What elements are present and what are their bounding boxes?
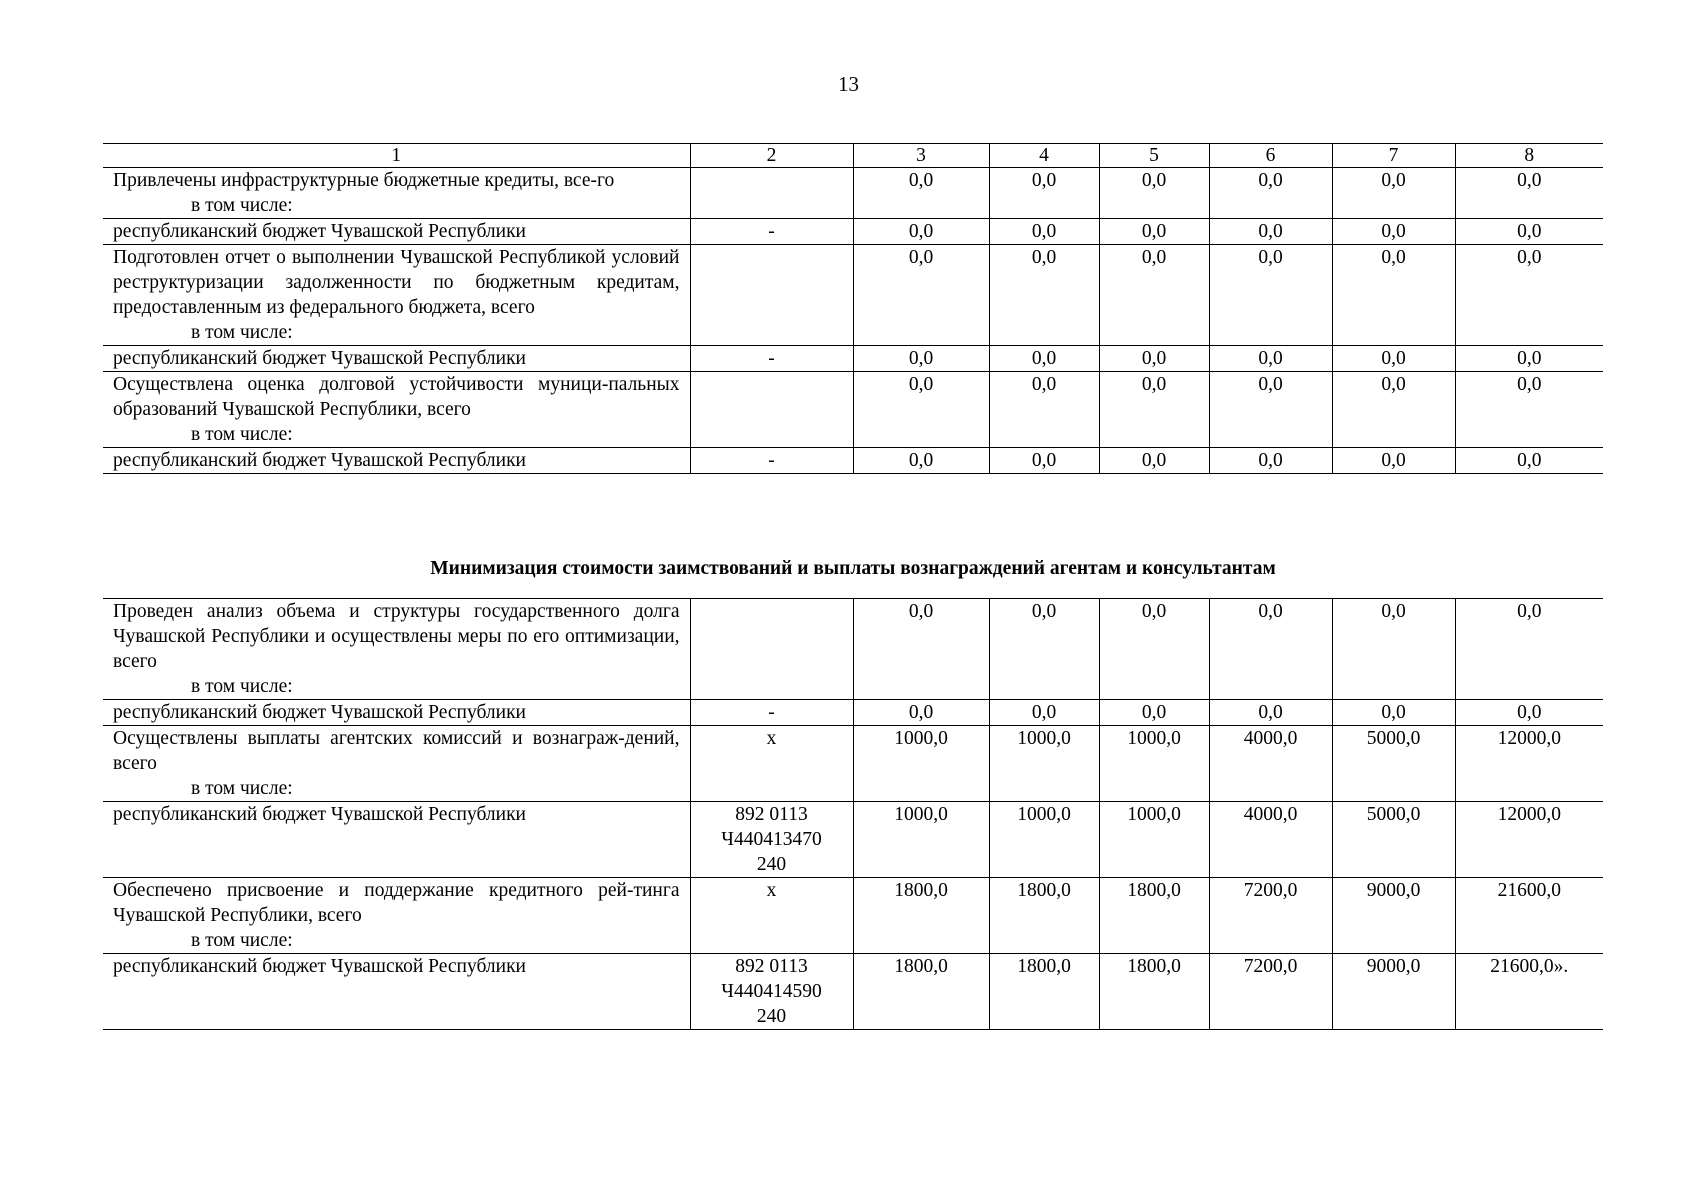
table-row — [103, 726, 1603, 802]
table-row — [103, 346, 1603, 372]
budget-table-part-1 — [103, 143, 1603, 474]
value-cell: 0,0 — [989, 448, 1099, 474]
indicator-cell — [103, 599, 690, 700]
value-cell: 0,0 — [1099, 168, 1209, 219]
source-name-cell: республиканский бюджет Чувашской Республики — [103, 954, 690, 1030]
indicator-cell — [103, 245, 690, 346]
table-row — [103, 372, 1603, 448]
value-cell: 1000,0 — [989, 726, 1099, 802]
value-cell: 1800,0 — [1099, 878, 1209, 954]
budget-code-cell — [690, 599, 853, 700]
indicator-name: Осуществлены выплаты агентских комиссий и вознаграж-дений, всего — [113, 728, 680, 774]
value-cell: 5000,0 — [1332, 802, 1455, 878]
value-cell: 1800,0 — [853, 878, 989, 954]
value-cell: 0,0 — [1332, 219, 1455, 245]
value-cell: 12000,0 — [1455, 802, 1603, 878]
value-cell: 0,0 — [853, 219, 989, 245]
budget-code-cell: - — [690, 219, 853, 245]
column-header: 4 — [989, 144, 1099, 168]
column-header: 2 — [690, 144, 853, 168]
table-row — [103, 954, 1603, 1030]
budget-code-cell — [690, 700, 853, 726]
value-cell: 0,0 — [1455, 168, 1603, 219]
value-cell: 0,0 — [1209, 168, 1332, 219]
budget-code-cell — [690, 245, 853, 346]
value-cell: 4000,0 — [1209, 802, 1332, 878]
value-cell: 0,0 — [1209, 245, 1332, 346]
page-number: 13 — [838, 72, 859, 96]
value-cell: 1000,0 — [1099, 726, 1209, 802]
value-cell: 0,0 — [1209, 700, 1332, 726]
budget-code-line: 892 0113 — [735, 956, 808, 977]
value-cell: 1800,0 — [1099, 954, 1209, 1030]
table-row — [103, 168, 1603, 219]
value-cell: 0,0 — [989, 346, 1099, 372]
value-cell: 0,0 — [1332, 448, 1455, 474]
value-cell: 0,0 — [989, 219, 1099, 245]
value-cell: 1000,0 — [853, 726, 989, 802]
value-cell: 0,0 — [1455, 219, 1603, 245]
indicator-name: Подготовлен отчет о выполнении Чувашской Республикой условий реструктуризации задолженности по бюджетным кредитам, предоставленным из федерального бюджета, всего — [113, 247, 680, 318]
table-row — [103, 599, 1603, 700]
table-row — [103, 245, 1603, 346]
value-cell: 1000,0 — [989, 802, 1099, 878]
budget-code-line: Ч440414590 — [721, 981, 822, 1002]
budget-code-cell — [690, 802, 853, 878]
value-cell: 0,0 — [1099, 219, 1209, 245]
value-cell: 0,0 — [1099, 346, 1209, 372]
value-cell: 0,0 — [1099, 599, 1209, 700]
column-header-row — [103, 144, 1603, 168]
value-cell: 0,0 — [1332, 346, 1455, 372]
value-cell: 0,0 — [1455, 599, 1603, 700]
value-cell: 0,0 — [1209, 372, 1332, 448]
value-cell: 1800,0 — [989, 954, 1099, 1030]
value-cell: 9000,0 — [1332, 954, 1455, 1030]
in-that-number-label: в том числе: — [191, 195, 293, 216]
column-header: 8 — [1455, 144, 1603, 168]
value-cell: 0,0 — [1455, 448, 1603, 474]
budget-code-line: - — [768, 702, 775, 723]
table-row — [103, 802, 1603, 878]
value-cell: 9000,0 — [1332, 878, 1455, 954]
budget-code-cell: - — [690, 346, 853, 372]
source-name-cell: республиканский бюджет Чувашской Республики — [103, 219, 690, 245]
value-cell: 0,0 — [1332, 168, 1455, 219]
value-cell: 0,0 — [1099, 245, 1209, 346]
budget-code-line: 240 — [756, 1006, 787, 1027]
value-cell: 0,0 — [1209, 219, 1332, 245]
value-cell: 0,0 — [989, 599, 1099, 700]
budget-code-cell — [690, 168, 853, 219]
value-cell: 5000,0 — [1332, 726, 1455, 802]
budget-code-cell: - — [690, 448, 853, 474]
indicator-name: Осуществлена оценка долговой устойчивости муници-пальных образований Чувашской Республики, всего — [113, 374, 680, 420]
in-that-number-label: в том числе: — [191, 778, 293, 799]
column-header: 1 — [103, 144, 690, 168]
value-cell: 0,0 — [1209, 346, 1332, 372]
budget-code-line: 892 0113 — [735, 804, 808, 825]
source-name-cell: республиканский бюджет Чувашской Республики — [103, 346, 690, 372]
table-row — [103, 700, 1603, 726]
column-header: 5 — [1099, 144, 1209, 168]
budget-code-cell: х — [690, 878, 853, 954]
budget-code-cell — [690, 372, 853, 448]
budget-code-cell: х — [690, 726, 853, 802]
value-cell: 0,0 — [1332, 700, 1455, 726]
value-cell: 0,0 — [1332, 245, 1455, 346]
value-cell: 21600,0». — [1455, 954, 1603, 1030]
value-cell: 0,0 — [1455, 245, 1603, 346]
value-cell: 1800,0 — [853, 954, 989, 1030]
indicator-cell — [103, 726, 690, 802]
value-cell: 0,0 — [1455, 700, 1603, 726]
value-cell: 1800,0 — [989, 878, 1099, 954]
value-cell: 7200,0 — [1209, 954, 1332, 1030]
value-cell: 0,0 — [989, 168, 1099, 219]
value-cell: 0,0 — [853, 346, 989, 372]
table-row — [103, 448, 1603, 474]
in-that-number-label: в том числе: — [191, 424, 293, 445]
budget-table-part-2 — [103, 598, 1603, 1030]
indicator-cell — [103, 878, 690, 954]
budget-code-line: Ч440413470 — [721, 829, 822, 850]
value-cell: 0,0 — [1332, 599, 1455, 700]
value-cell: 0,0 — [853, 168, 989, 219]
indicator-name: Проведен анализ объема и структуры государственного долга Чувашской Республики и осуществлены меры по его оптимизации, всего — [113, 601, 680, 672]
indicator-cell — [103, 372, 690, 448]
value-cell: 0,0 — [1099, 700, 1209, 726]
value-cell: 4000,0 — [1209, 726, 1332, 802]
source-name-cell: республиканский бюджет Чувашской Республики — [103, 802, 690, 878]
source-name-cell: республиканский бюджет Чувашской Республики — [103, 700, 690, 726]
value-cell: 0,0 — [1332, 372, 1455, 448]
column-header: 3 — [853, 144, 989, 168]
value-cell: 1000,0 — [853, 802, 989, 878]
value-cell: 0,0 — [989, 700, 1099, 726]
value-cell: 0,0 — [989, 372, 1099, 448]
value-cell: 21600,0 — [1455, 878, 1603, 954]
in-that-number-label: в том числе: — [191, 930, 293, 951]
value-cell: 7200,0 — [1209, 878, 1332, 954]
value-cell: 0,0 — [1099, 372, 1209, 448]
indicator-cell — [103, 168, 690, 219]
value-cell: 0,0 — [853, 599, 989, 700]
indicator-name: Обеспечено присвоение и поддержание кредитного рей-тинга Чувашской Республики, всего — [113, 880, 680, 926]
value-cell: 0,0 — [1209, 448, 1332, 474]
source-name-cell: республиканский бюджет Чувашской Республики — [103, 448, 690, 474]
value-cell: 0,0 — [853, 448, 989, 474]
value-cell: 0,0 — [853, 372, 989, 448]
column-header: 6 — [1209, 144, 1332, 168]
value-cell: 0,0 — [1455, 372, 1603, 448]
value-cell: 0,0 — [989, 245, 1099, 346]
value-cell: 0,0 — [853, 245, 989, 346]
indicator-name: Привлечены инфраструктурные бюджетные кредиты, все-го — [113, 170, 615, 191]
value-cell: 12000,0 — [1455, 726, 1603, 802]
in-that-number-label: в том числе: — [191, 322, 293, 343]
table-row — [103, 878, 1603, 954]
value-cell: 0,0 — [853, 700, 989, 726]
value-cell: 0,0 — [1099, 448, 1209, 474]
budget-code-line: 240 — [756, 854, 787, 875]
table-row — [103, 219, 1603, 245]
column-header: 7 — [1332, 144, 1455, 168]
value-cell: 0,0 — [1209, 599, 1332, 700]
in-that-number-label: в том числе: — [191, 676, 293, 697]
section-heading: Минимизация стоимости заимствований и выплаты вознаграждений агентам и консультантам — [430, 558, 1276, 579]
value-cell: 1000,0 — [1099, 802, 1209, 878]
value-cell: 0,0 — [1455, 346, 1603, 372]
budget-code-cell — [690, 954, 853, 1030]
